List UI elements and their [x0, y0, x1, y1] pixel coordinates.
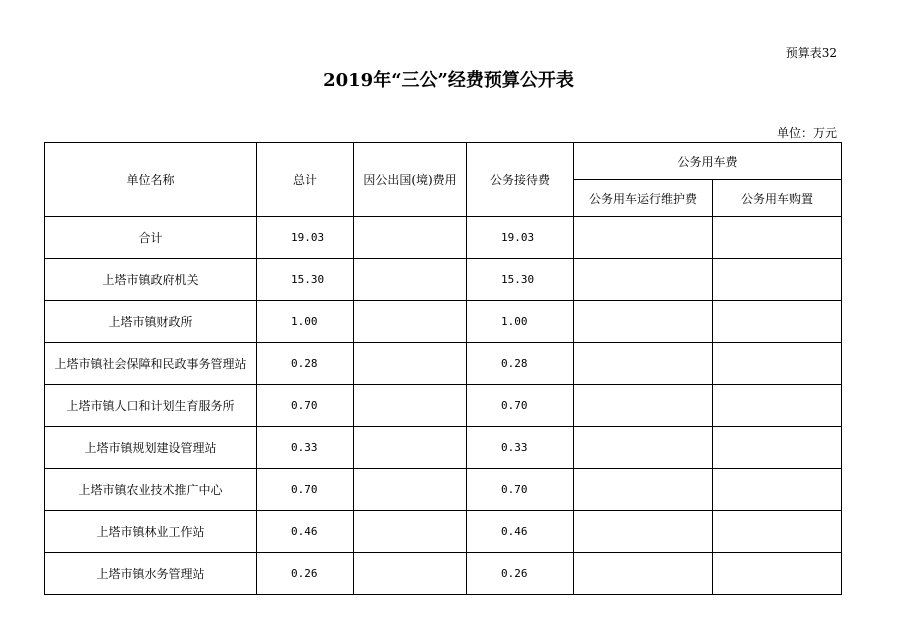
table-row: [45, 343, 842, 385]
header-total: 总计: [257, 143, 354, 217]
row-vehicle-maintenance: [574, 553, 713, 595]
row-overseas: [354, 469, 467, 511]
table-row: [45, 301, 842, 343]
row-overseas: [354, 427, 467, 469]
row-overseas: [354, 301, 467, 343]
row-reception: 0.26: [467, 553, 574, 595]
header-vehicle-purchase: 公务用车购置: [713, 180, 842, 217]
table-row: [45, 217, 842, 259]
header-overseas: 因公出国(境)费用: [354, 143, 467, 217]
row-reception: 0.46: [467, 511, 574, 553]
row-unit-name: 上塔市镇社会保障和民政事务管理站: [45, 343, 257, 385]
row-reception: 19.03: [467, 217, 574, 259]
row-vehicle-purchase: [713, 259, 842, 301]
table-row: [45, 511, 842, 553]
row-vehicle-maintenance: [574, 469, 713, 511]
row-unit-name: 上塔市镇政府机关: [45, 259, 257, 301]
row-overseas: [354, 343, 467, 385]
row-vehicle-purchase: [713, 301, 842, 343]
unit-note: 单位：万元: [776, 126, 837, 140]
budget-table: [44, 142, 842, 595]
table-row: [45, 469, 842, 511]
row-unit-name: 上塔市镇人口和计划生育服务所: [45, 385, 257, 427]
row-total: 1.00: [257, 301, 354, 343]
form-code: 预算表32: [785, 46, 837, 60]
row-reception: 1.00: [467, 301, 574, 343]
table-row: [45, 553, 842, 595]
row-overseas: [354, 217, 467, 259]
row-total: 0.33: [257, 427, 354, 469]
row-vehicle-purchase: [713, 343, 842, 385]
row-total: 0.26: [257, 553, 354, 595]
row-overseas: [354, 511, 467, 553]
row-vehicle-maintenance: [574, 385, 713, 427]
row-vehicle-maintenance: [574, 427, 713, 469]
row-reception: 0.70: [467, 385, 574, 427]
header-unit-name: 单位名称: [45, 143, 257, 217]
row-overseas: [354, 259, 467, 301]
row-vehicle-maintenance: [574, 301, 713, 343]
row-vehicle-purchase: [713, 385, 842, 427]
table-body: [45, 217, 842, 595]
header-vehicle: 公务用车费: [574, 143, 842, 180]
row-vehicle-purchase: [713, 511, 842, 553]
row-vehicle-maintenance: [574, 217, 713, 259]
row-total: 0.70: [257, 469, 354, 511]
header-vehicle-maintenance: 公务用车运行维护费: [574, 180, 713, 217]
header-reception: 公务接待费: [467, 143, 574, 217]
table-row: [45, 385, 842, 427]
row-reception: 15.30: [467, 259, 574, 301]
row-vehicle-maintenance: [574, 511, 713, 553]
row-overseas: [354, 385, 467, 427]
row-unit-name: 上塔市镇农业技术推广中心: [45, 469, 257, 511]
row-vehicle-purchase: [713, 553, 842, 595]
row-unit-name: 合计: [45, 217, 257, 259]
row-overseas: [354, 553, 467, 595]
row-vehicle-maintenance: [574, 343, 713, 385]
row-total: 15.30: [257, 259, 354, 301]
row-vehicle-purchase: [713, 469, 842, 511]
row-reception: 0.70: [467, 469, 574, 511]
row-unit-name: 上塔市镇林业工作站: [45, 511, 257, 553]
row-reception: 0.28: [467, 343, 574, 385]
row-vehicle-purchase: [713, 427, 842, 469]
row-total: 0.46: [257, 511, 354, 553]
row-reception: 0.33: [467, 427, 574, 469]
table-row: [45, 427, 842, 469]
row-unit-name: 上塔市镇水务管理站: [45, 553, 257, 595]
row-unit-name: 上塔市镇规划建设管理站: [45, 427, 257, 469]
row-total: 0.70: [257, 385, 354, 427]
row-vehicle-purchase: [713, 217, 842, 259]
table-header: [45, 143, 842, 217]
row-total: 0.28: [257, 343, 354, 385]
table-row: [45, 259, 842, 301]
row-vehicle-maintenance: [574, 259, 713, 301]
row-unit-name: 上塔市镇财政所: [45, 301, 257, 343]
row-total: 19.03: [257, 217, 354, 259]
document-title: 2019年“三公”经费预算公开表: [323, 70, 574, 91]
